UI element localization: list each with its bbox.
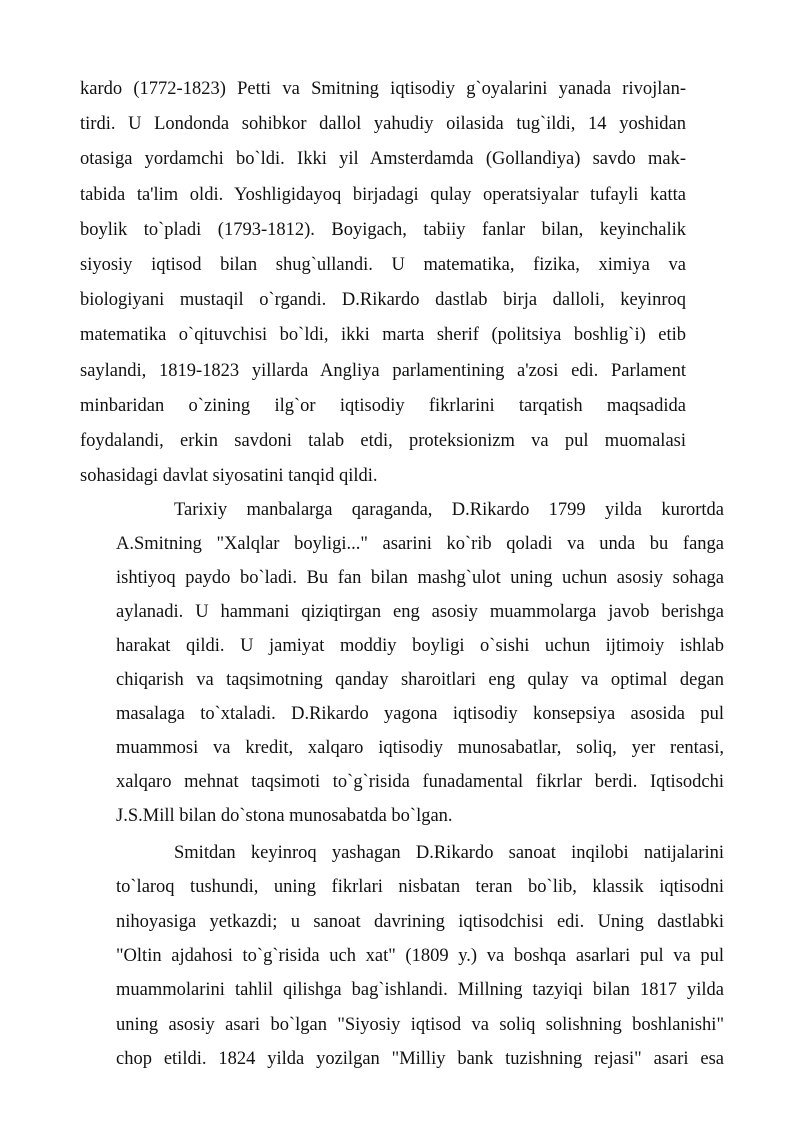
text-line: A.Smitning "Xalqlar boyligi..." asarini ko`rib qoladi va unda bu fanga xyxy=(116,534,724,554)
text-line: Tarixiy manbalarga qaraganda, D.Rikardo 1799 yilda kurortda xyxy=(174,500,724,520)
text-line: minbaridan o`zining ilg`or iqtisodiy fikrlarini tarqatish maqsadida xyxy=(80,396,686,416)
text-line: boylik to`pladi (1793-1812). Boyigach, tabiiy fanlar bilan, keyinchalik xyxy=(80,220,686,240)
text-line: Smitdan keyinroq yashagan D.Rikardo sanoat inqilobi natijalarini xyxy=(174,843,724,863)
text-line: harakat qildi. U jamiyat moddiy boyligi o`sishi uchun ijtimoiy ishlab xyxy=(116,636,724,656)
text-line: sohasidagi davlat siyosatini tanqid qildi. xyxy=(80,466,378,486)
text-line: J.S.Mill bilan do`stona munosabatda bo`lgan. xyxy=(116,806,453,826)
text-line: nihoyasiga yetkazdi; u sanoat davrining iqtisodchisi edi. Uning dastlabki xyxy=(116,912,724,932)
text-line: tirdi. U Londonda sohibkor dallol yahudiy oilasida tug`ildi, 14 yoshidan xyxy=(80,114,686,134)
text-line: matematika o`qituvchisi bo`ldi, ikki marta sherif (politsiya boshlig`i) etib xyxy=(80,325,686,345)
text-line: siyosiy iqtisod bilan shug`ullandi. U matematika, fizika, ximiya va xyxy=(80,255,686,275)
text-line: uning asosiy asari bo`lgan "Siyosiy iqtisod va soliq solishning boshlanishi" xyxy=(116,1015,724,1035)
text-line: otasiga yordamchi bo`ldi. Ikki yil Amsterdamda (Gollandiya) savdo mak- xyxy=(80,149,686,169)
text-line: aylanadi. U hammani qiziqtirgan eng asosiy muammolarga javob berishga xyxy=(116,602,724,622)
text-line: tabida ta'lim oldi. Yoshligidayoq birjadagi qulay operatsiyalar tufayli katta xyxy=(80,185,686,205)
text-line: to`laroq tushundi, uning fikrlari nisbatan teran bo`lib, klassik iqtisodni xyxy=(116,877,724,897)
text-line: muammolarini tahlil qilishga bag`ishlandi. Millning tazyiqi bilan 1817 yilda xyxy=(116,980,724,1000)
text-line: biologiyani mustaqil o`rgandi. D.Rikardo dastlab birja dalloli, keyinroq xyxy=(80,290,686,310)
text-line: kardo (1772-1823) Petti va Smitning iqtisodiy g`oyalarini yanada rivojlan- xyxy=(80,79,686,99)
text-line: chop etildi. 1824 yilda yozilgan "Milliy bank tuzishning rejasi" asari esa xyxy=(116,1049,724,1069)
text-line: masalaga to`xtaladi. D.Rikardo yagona iqtisodiy konsepsiya asosida pul xyxy=(116,704,724,724)
text-line: chiqarish va taqsimotning qanday sharoitlari eng qulay va optimal degan xyxy=(116,670,724,690)
text-line: saylandi, 1819-1823 yillarda Angliya parlamentining a'zosi edi. Parlament xyxy=(80,361,686,381)
text-line: muammosi va kredit, xalqaro iqtisodiy munosabatlar, soliq, yer rentasi, xyxy=(116,738,724,758)
text-line: "Oltin ajdahosi to`g`risida uch xat" (1809 y.) va boshqa asarlari pul va pul xyxy=(116,946,724,966)
text-line: xalqaro mehnat taqsimoti to`g`risida funadamental fikrlar berdi. Iqtisodchi xyxy=(116,772,724,792)
text-line: foydalandi, erkin savdoni talab etdi, proteksionizm va pul muomalasi xyxy=(80,431,686,451)
text-line: ishtiyoq paydo bo`ladi. Bu fan bilan mashg`ulot uning uchun asosiy sohaga xyxy=(116,568,724,588)
